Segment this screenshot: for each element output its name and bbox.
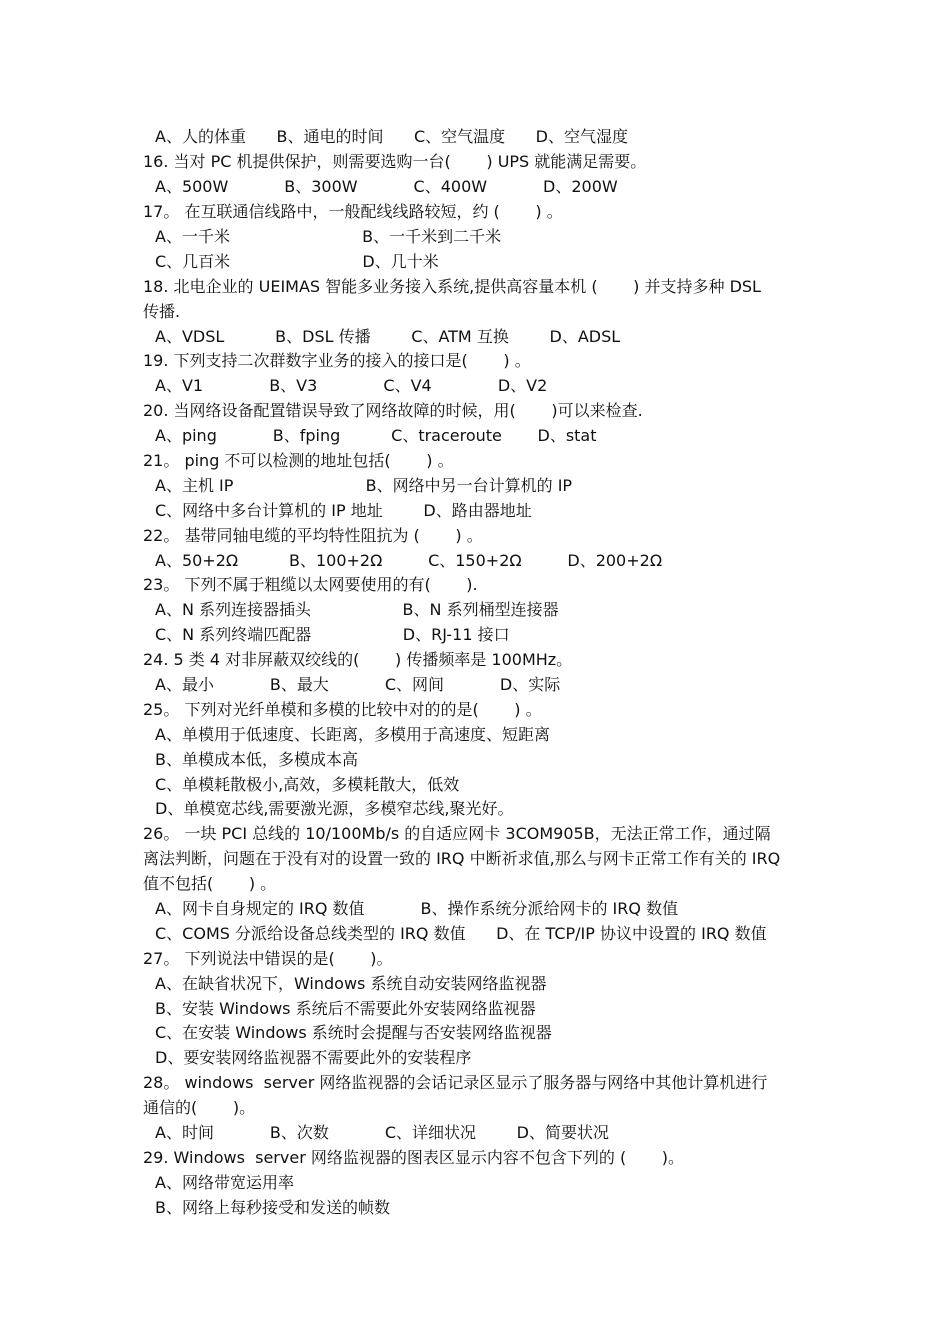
option-line: A、最小 B、最大 C、网间 D、实际 [155, 675, 561, 694]
question-line: 18. 北电企业的 UEIMAS 智能多业务接入系统,提供高容量本机 ( ) 并支持多种 DSL [143, 277, 761, 296]
option-line: A、500W B、300W C、400W D、200W [155, 177, 618, 196]
question-line: 17。 在互联通信线路中，一般配线线路较短，约 ( ) 。 [143, 202, 563, 221]
option-line: A、N 系列连接器插头 B、N 系列桶型连接器 [155, 600, 559, 619]
question-line: 16. 当对 PC 机提供保护，则需要选购一台( ) UPS 就能满足需要。 [143, 152, 647, 171]
question-line: 20. 当网络设备配置错误导致了网络故障的时候，用( )可以来检查. [143, 401, 643, 420]
option-line: A、网卡自身规定的 IRQ 数值 B、操作系统分派给网卡的 IRQ 数值 [155, 899, 679, 918]
question-line: 27。 下列说法中错误的是( )。 [143, 949, 393, 968]
option-line: A、V1 B、V3 C、V4 D、V2 [155, 376, 548, 395]
option-line: C、在安装 Windows 系统时会提醒与否安装网络监视器 [155, 1023, 552, 1042]
question-line: 23。 下列不属于粗缆以太网要使用的有( ). [143, 575, 478, 594]
option-line: D、单模宽芯线,需要激光源，多模窄芯线,聚光好。 [155, 799, 514, 818]
option-line: A、人的体重 B、通电的时间 C、空气温度 D、空气湿度 [155, 127, 628, 146]
option-line: A、ping B、fping C、traceroute D、stat [155, 426, 597, 445]
question-line: 26。 一块 PCI 总线的 10/100Mb/s 的自适应网卡 3COM905B，无法正常工作，通过隔 [143, 824, 771, 843]
option-line: C、几百米 D、几十米 [155, 252, 439, 271]
option-line: A、在缺省状况下，Windows 系统自动安装网络监视器 [155, 974, 547, 993]
question-line: 值不包括( ) 。 [143, 874, 277, 893]
option-line: A、单模用于低速度、长距离，多模用于高速度、短距离 [155, 725, 550, 744]
option-line: A、50+2Ω B、100+2Ω C、150+2Ω D、200+2Ω [155, 551, 663, 570]
option-line: A、一千米 B、一千米到二千米 [155, 227, 502, 246]
question-line: 28。 windows server 网络监视器的会话记录区显示了服务器与网络中其他计算机进行 [143, 1073, 768, 1092]
option-line: A、VDSL B、DSL 传播 C、ATM 互换 D、ADSL [155, 327, 621, 346]
option-line: C、N 系列终端匹配器 D、RJ-11 接口 [155, 625, 510, 644]
question-line: 21。 ping 不可以检测的地址包括( ) 。 [143, 451, 454, 470]
question-line: 25。 下列对光纤单模和多模的比较中对的的是( ) 。 [143, 700, 542, 719]
question-line: 22。 基带同轴电缆的平均特性阻抗为 ( ) 。 [143, 526, 483, 545]
question-line: 19. 下列支持二次群数字业务的接入的接口是( ) 。 [143, 351, 531, 370]
option-line: A、时间 B、次数 C、详细状况 D、简要状况 [155, 1123, 609, 1142]
question-line: 通信的( )。 [143, 1098, 256, 1117]
question-line: 传播. [143, 302, 181, 321]
option-line: C、网络中多台计算机的 IP 地址 D、路由器地址 [155, 501, 532, 520]
option-line: C、单模耗散极小,高效，多模耗散大，低效 [155, 775, 460, 794]
option-line: A、网络带宽运用率 [155, 1173, 294, 1192]
question-line: 24. 5 类 4 对非屏蔽双绞线的( ) 传播频率是 100MHz。 [143, 650, 573, 669]
question-line: 29. Windows server 网络监视器的图表区显示内容不包含下列的 ( )。 [143, 1148, 685, 1167]
option-line: A、主机 IP B、网络中另一台计算机的 IP [155, 476, 573, 495]
option-line: B、单模成本低，多模成本高 [155, 750, 358, 769]
option-line: B、安装 Windows 系统后不需要此外安装网络监视器 [155, 999, 536, 1018]
option-line: B、网络上每秒接受和发送的帧数 [155, 1198, 390, 1217]
option-line: C、COMS 分派给设备总线类型的 IRQ 数值 D、在 TCP/IP 协议中设置的 IRQ 数值 [155, 924, 767, 943]
question-line: 离法判断，问题在于没有对的设置一致的 IRQ 中断祈求值,那么与网卡正常工作有关的 IRQ [143, 849, 781, 868]
option-line: D、要安装网络监视器不需要此外的安装程序 [155, 1048, 472, 1067]
